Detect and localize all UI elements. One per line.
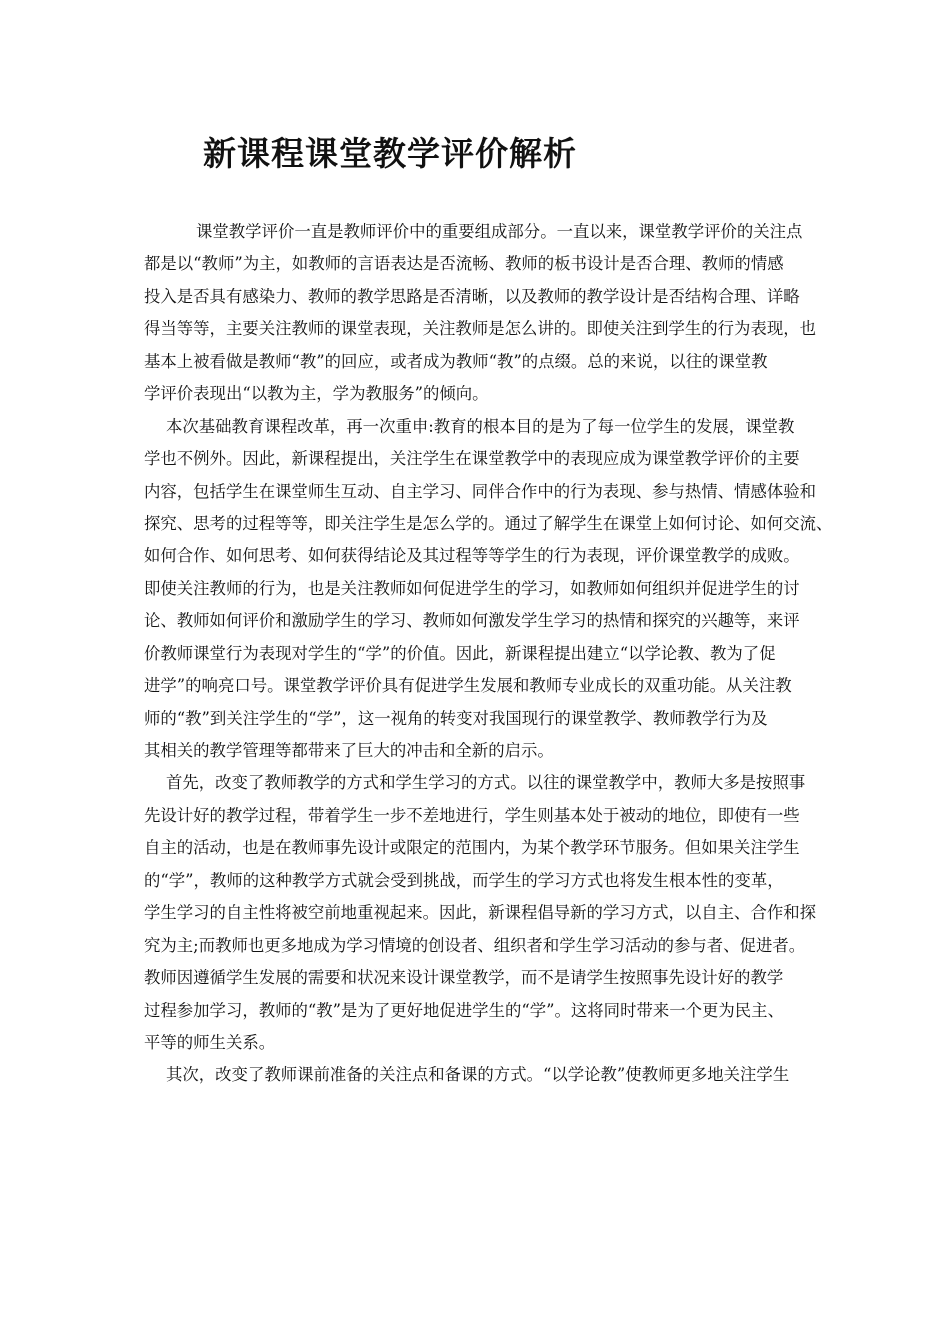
paragraph-1-line: 得当等等，主要关注教师的课堂表现，关注教师是怎么讲的。即使关注到学生的行为表现，也	[144, 319, 817, 339]
paragraph-3-line: 过程参加学习，教师的“教”是为了更好地促进学生的“学”。这将同时带来一个更为民主、	[144, 1000, 784, 1020]
paragraph-2-line: 如何合作、如何思考、如何获得结论及其过程等等学生的行为表现，评价课堂教学的成败。	[144, 546, 800, 566]
paragraph-2-line: 内容，包括学生在课堂师生互动、自主学习、同伴合作中的行为表现、参与热情、情感体验和	[144, 481, 817, 501]
paragraph-3-line: 平等的师生关系。	[144, 1032, 276, 1052]
paragraph-3-line: 自主的活动，也是在教师事先设计或限定的范围内，为某个教学环节服务。但如果关注学生	[144, 838, 800, 858]
paragraph-1-line: 课堂教学评价一直是教师评价中的重要组成部分。一直以来，课堂教学评价的关注点	[196, 222, 803, 241]
paragraph-3-line: 学生学习的自主性将被空前地重视起来。因此，新课程倡导新的学习方式，以自主、合作和探	[144, 903, 817, 923]
paragraph-2-line: 价教师课堂行为表现对学生的“学”的价值。因此，新课程提出建立“以学论教、教为了促	[144, 643, 776, 663]
document-body	[144, 216, 833, 1092]
paragraph-2-line: 论、教师如何评价和激励学生的学习、教师如何激发学生学习的热情和探究的兴趣等，来评	[144, 611, 800, 631]
paragraph-2-line: 即使关注教师的行为，也是关注教师如何促进学生的学习，如教师如何组织并促进学生的讨	[144, 578, 800, 598]
paragraph-1-line: 学评价表现出“以教为主，学为教服务”的倾向。	[144, 384, 489, 404]
paragraph-1-line: 投入是否具有感染力、教师的教学思路是否清晰，以及教师的教学设计是否结构合理、详略	[144, 286, 800, 306]
paragraph-1-line: 基本上被看做是教师“教”的回应，或者成为教师“教”的点缀。总的来说，以往的课堂教	[144, 351, 768, 371]
paragraph-2-line: 学也不例外。因此，新课程提出，关注学生在课堂教学中的表现应成为课堂教学评价的主要	[144, 449, 800, 469]
paragraph-3-line: 的“学”，教师的这种教学方式就会受到挑战，而学生的学习方式也将发生根本性的变革，	[144, 870, 784, 890]
paragraph-2-line: 探究、思考的过程等等，即关注学生是怎么学的。通过了解学生在课堂上如何讨论、如何交流、	[144, 513, 833, 533]
paragraph-4-line: 其次，改变了教师课前准备的关注点和备课的方式。“以学论教”使教师更多地关注学生	[166, 1065, 790, 1085]
paragraph-3-line: 先设计好的教学过程，带着学生一步不差地进行，学生则基本处于被动的地位，即使有一些	[144, 805, 800, 825]
paragraph-1-line: 都是以“教师”为主，如教师的言语表达是否流畅、教师的板书设计是否合理、教师的情感	[144, 254, 784, 274]
paragraph-3-line: 教师因遵循学生发展的需要和状况来设计课堂教学，而不是请学生按照事先设计好的教学	[144, 968, 784, 988]
paragraph-2-line: 本次基础教育课程改革，再一次重申:教育的根本目的是为了每一位学生的发展，课堂教	[166, 416, 795, 436]
paragraph-3-line: 首先，改变了教师教学的方式和学生学习的方式。以往的课堂教学中，教师大多是按照事	[166, 773, 806, 793]
paragraph-2-line: 师的“教”到关注学生的“学”，这一视角的转变对我国现行的课堂教学、教师教学行为及	[144, 708, 768, 728]
document-title: 新课程课堂教学评价解析	[203, 134, 577, 173]
paragraph-2-line: 进学”的响亮口号。课堂教学评价具有促进学生发展和教师专业成长的双重功能。从关注教	[144, 676, 792, 696]
paragraph-2-line: 其相关的教学管理等都带来了巨大的冲击和全新的启示。	[144, 741, 554, 760]
paragraph-3-line: 究为主;而教师也更多地成为学习情境的创设者、组织者和学生学习活动的参与者、促进者。	[144, 935, 806, 955]
